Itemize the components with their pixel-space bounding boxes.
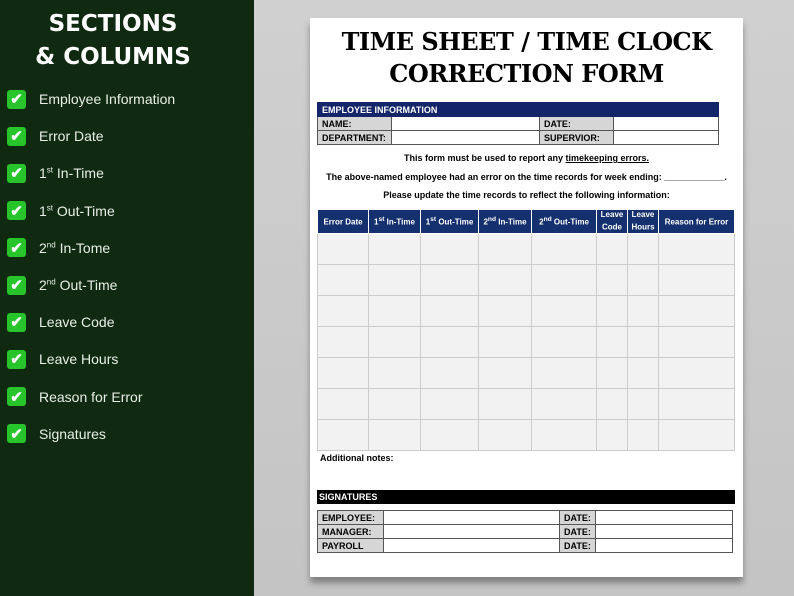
table-cell[interactable] — [369, 357, 421, 388]
table-row — [318, 419, 735, 450]
table-cell[interactable] — [628, 388, 659, 419]
column-header — [532, 210, 597, 234]
table-cell[interactable] — [532, 388, 597, 419]
table-cell[interactable] — [597, 419, 628, 450]
table-cell[interactable] — [628, 295, 659, 326]
table-cell[interactable] — [369, 419, 421, 450]
label-text: Reason for Error — [39, 388, 143, 405]
table-cell[interactable] — [659, 233, 735, 264]
header-text: Leave Hours — [631, 210, 655, 232]
supervisor-field[interactable] — [614, 131, 719, 145]
table-cell[interactable] — [628, 419, 659, 450]
label-text: 2 — [39, 277, 47, 293]
table-cell[interactable] — [421, 326, 479, 357]
table-row — [318, 233, 735, 264]
date-label: DATE: — [540, 117, 614, 131]
table-cell[interactable] — [532, 326, 597, 357]
header-row — [318, 210, 735, 234]
header-sup: st — [430, 216, 437, 223]
section-label — [39, 128, 104, 144]
label-text: 2 — [39, 239, 47, 256]
label-text: 1 — [39, 202, 47, 219]
table-row — [318, 388, 735, 419]
title-line: SECTIONS — [48, 11, 178, 37]
table-cell[interactable] — [318, 295, 369, 326]
checkbox-checked-icon: ✔ — [7, 201, 26, 220]
section-item — [7, 312, 115, 332]
payroll-sig-field[interactable] — [384, 539, 560, 553]
section-item — [7, 238, 110, 258]
checkbox-checked-icon: ✔ — [7, 127, 26, 146]
table-cell[interactable] — [659, 388, 735, 419]
table-cell[interactable] — [628, 326, 659, 357]
header-text: Out-Time — [436, 217, 474, 227]
date-field[interactable] — [595, 525, 732, 539]
instruction-1 — [310, 153, 743, 163]
header-sup: st — [378, 216, 385, 223]
date-field[interactable] — [614, 117, 719, 131]
title-line: & COLUMNS — [35, 44, 191, 70]
table-cell[interactable] — [597, 295, 628, 326]
title-line: TIME SHEET / TIME CLOCK — [341, 27, 712, 56]
instruction-2: The above-named employee had an error on the time records for week ending: ____________. — [326, 172, 727, 182]
header-text: 2 — [483, 217, 488, 227]
manager-sig-field[interactable] — [384, 525, 560, 539]
table-cell[interactable] — [479, 419, 532, 450]
label-text: Employee Information — [39, 91, 176, 107]
table-cell[interactable] — [628, 357, 659, 388]
table-cell[interactable] — [421, 233, 479, 264]
section-label — [39, 240, 110, 256]
table-cell[interactable] — [597, 326, 628, 357]
sidebar-title — [0, 8, 226, 74]
table-cell[interactable] — [318, 388, 369, 419]
table-cell[interactable] — [659, 264, 735, 295]
signatures-table — [317, 510, 733, 553]
header-text: In-Time — [384, 217, 415, 227]
label-rest: Out-Time — [55, 277, 118, 293]
department-label: DEPARTMENT: — [318, 131, 392, 145]
column-header — [318, 210, 369, 234]
section-label — [39, 314, 115, 330]
table-cell[interactable] — [369, 388, 421, 419]
table-cell[interactable] — [532, 357, 597, 388]
date-label: DATE: — [560, 511, 596, 525]
header-text: 1 — [425, 217, 431, 227]
label-sup: st — [46, 202, 54, 212]
section-label — [39, 351, 118, 367]
section-label — [39, 277, 117, 293]
section-label — [39, 91, 175, 107]
table-cell[interactable] — [532, 419, 597, 450]
employee-info-table — [317, 102, 719, 145]
checkbox-checked-icon: ✔ — [7, 90, 26, 109]
section-item — [7, 201, 115, 221]
signatures-header: SIGNATURES — [317, 490, 735, 504]
table-cell[interactable] — [479, 295, 532, 326]
instruction-text: This form must be used to report any — [403, 153, 566, 163]
header-text: Leave Code — [600, 210, 624, 232]
header-text: Reason for Error — [664, 217, 729, 227]
table-cell[interactable] — [659, 295, 735, 326]
table-cell[interactable] — [369, 264, 421, 295]
header-text: Error Date — [323, 217, 363, 227]
column-header — [628, 210, 659, 234]
table-cell[interactable] — [369, 295, 421, 326]
date-label: DATE: — [560, 539, 596, 553]
checkbox-checked-icon: ✔ — [7, 164, 26, 183]
table-cell[interactable] — [659, 357, 735, 388]
section-item — [7, 275, 117, 295]
label-text: Leave Hours — [39, 351, 119, 368]
manager-sig-label: MANAGER: — [318, 525, 384, 539]
header-text: Out-Time — [551, 217, 589, 227]
payroll-sig-label: PAYROLL — [318, 539, 384, 553]
table-row — [318, 357, 735, 388]
table-cell[interactable] — [421, 357, 479, 388]
section-item — [7, 387, 142, 407]
section-label — [39, 203, 115, 219]
table-cell[interactable] — [479, 388, 532, 419]
section-label — [39, 389, 142, 405]
table-cell[interactable] — [532, 295, 597, 326]
table-cell[interactable] — [597, 233, 628, 264]
table-cell[interactable] — [318, 264, 369, 295]
checkbox-checked-icon: ✔ — [7, 276, 26, 295]
table-cell[interactable] — [532, 264, 597, 295]
supervisor-label: SUPERVIOR: — [540, 131, 614, 145]
checkbox-checked-icon: ✔ — [7, 313, 26, 332]
column-header — [659, 210, 735, 234]
date-field[interactable] — [595, 511, 732, 525]
table-cell[interactable] — [597, 264, 628, 295]
checkbox-checked-icon: ✔ — [7, 350, 26, 369]
column-header — [597, 210, 628, 234]
department-field[interactable] — [392, 131, 540, 145]
section-label — [39, 426, 106, 442]
name-field[interactable] — [392, 117, 540, 131]
checkbox-checked-icon: ✔ — [7, 238, 26, 257]
table-cell[interactable] — [659, 326, 735, 357]
label-rest: In-Time — [53, 165, 104, 182]
label-sup: nd — [46, 277, 56, 287]
section-label — [39, 165, 104, 181]
corrections-table — [317, 209, 735, 451]
checkbox-checked-icon: ✔ — [7, 424, 26, 443]
instruction-3: Please update the time records to reflect the following information: — [383, 190, 670, 200]
additional-notes-label: Additional notes: — [320, 453, 394, 463]
date-label: DATE: — [560, 525, 596, 539]
label-text: 1 — [39, 165, 47, 182]
employee-sig-field[interactable] — [384, 511, 560, 525]
section-item — [7, 163, 104, 183]
date-field[interactable] — [595, 539, 732, 553]
table-row — [318, 264, 735, 295]
label-text: Leave Code — [39, 314, 115, 331]
section-item — [7, 424, 106, 444]
table-cell[interactable] — [597, 388, 628, 419]
header-sup: nd — [487, 216, 497, 223]
section-item — [7, 126, 104, 146]
instruction-underlined: timekeeping errors. — [565, 153, 650, 163]
name-label: NAME: — [318, 117, 392, 131]
label-rest: Out-Time — [53, 202, 115, 219]
label-text: Signatures — [39, 425, 106, 442]
table-row — [318, 326, 735, 357]
table-cell[interactable] — [318, 419, 369, 450]
table-cell[interactable] — [659, 419, 735, 450]
table-cell[interactable] — [421, 295, 479, 326]
form-title — [310, 26, 743, 90]
table-row — [318, 295, 735, 326]
table-cell[interactable] — [479, 233, 532, 264]
label-text: Error Date — [39, 128, 104, 145]
label-sup: st — [46, 165, 54, 175]
table-cell[interactable] — [318, 326, 369, 357]
table-cell[interactable] — [628, 264, 659, 295]
label-rest: In-Tome — [55, 239, 111, 256]
table-cell[interactable] — [532, 233, 597, 264]
employee-sig-label: EMPLOYEE: — [318, 511, 384, 525]
header-text: In-Time — [496, 217, 527, 227]
employee-info-header: EMPLOYEE INFORMATION — [318, 103, 719, 117]
table-cell[interactable] — [628, 233, 659, 264]
table-cell[interactable] — [479, 357, 532, 388]
sidebar-panel — [0, 0, 254, 596]
header-sup: nd — [543, 216, 552, 223]
table-cell[interactable] — [479, 264, 532, 295]
table-cell[interactable] — [597, 357, 628, 388]
table-cell[interactable] — [421, 419, 479, 450]
section-item — [7, 89, 175, 109]
table-cell[interactable] — [369, 233, 421, 264]
column-header — [369, 210, 421, 234]
label-sup: nd — [46, 240, 56, 250]
column-header — [421, 210, 479, 234]
table-cell[interactable] — [421, 388, 479, 419]
form-document — [310, 18, 743, 577]
checkbox-checked-icon: ✔ — [7, 387, 26, 406]
table-cell[interactable] — [318, 233, 369, 264]
title-line: CORRECTION FORM — [389, 59, 664, 88]
table-cell[interactable] — [318, 357, 369, 388]
column-header — [479, 210, 532, 234]
table-cell[interactable] — [421, 264, 479, 295]
table-cell[interactable] — [369, 326, 421, 357]
header-text: 1 — [374, 217, 379, 227]
header-text: 2 — [539, 217, 544, 227]
section-item — [7, 349, 118, 369]
table-cell[interactable] — [479, 326, 532, 357]
